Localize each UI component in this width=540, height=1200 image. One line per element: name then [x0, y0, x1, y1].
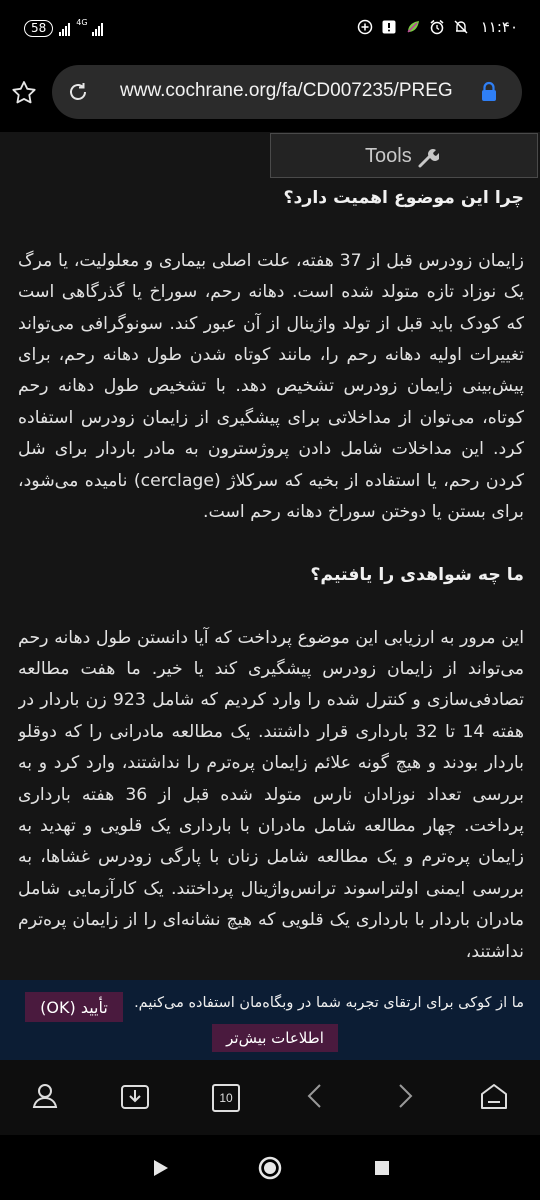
cookie-more-info-button[interactable]: اطلاعات بیش‌تر: [212, 1024, 338, 1052]
network-type: 4G: [76, 18, 88, 27]
alert-icon: [381, 19, 397, 35]
article-content: [18, 183, 524, 980]
app-icon: [405, 19, 421, 35]
signal-icon: [59, 22, 70, 36]
cookie-ok-button[interactable]: تأیید (OK): [25, 992, 123, 1022]
url-field[interactable]: [52, 65, 522, 119]
section-heading-evidence: ما چه شواهدی را یافتیم؟: [310, 564, 524, 585]
paragraph-evidence: این مرور به ارزیابی این موضوع پرداخت که آیا دانستن طول دهانه رحم می‌تواند از زایمان زودرس پیشگیری کند یا خیر. ما هفت مطالعه تصادفی‌سازی و کنترل شده را وارد کردیم که شامل 923 زن باردار در هفته 14 تا 32 بارداری قرار داشتند. یک مطالعه مادرانی را که دوقلو باردار بودند و هیچ گونه علائم زایمان پره‌ترم را نداشتند، وارد کرد و به بررسی تعداد نوزادان نارس متولد شده قبل از 36 هفته بارداری پرداخت. چهار مطالعه شامل مادران با بارداری یک قلویی و تهدید به زایمان پره‌ترم و یک مطالعه شامل زنان با پارگی زودرس غشاها، به بررسی ایمنی اولتراسوند ترانس‌واژینال پرداختند. یک کارآزمایی شامل مادران باردار با بارداری یک قلویی که هیچ نشانه‌ای را از زایمان پره‌ترم نداشتند،: [18, 627, 524, 962]
battery-indicator: 58: [24, 20, 53, 37]
cookie-message: ما از کوکی برای ارتقای تجربه شما در وبگاه‌مان استفاده می‌کنیم.: [134, 995, 524, 1011]
tools-label: Tools: [365, 145, 412, 167]
mute-bell-icon: [453, 19, 469, 35]
section-heading-importance: چرا این موضوع اهمیت دارد؟: [283, 188, 524, 208]
lock-icon[interactable]: [480, 81, 498, 103]
stop-icon[interactable]: [369, 1155, 395, 1181]
reload-icon[interactable]: [66, 80, 90, 104]
clock: ۱۱:۴۰: [480, 18, 518, 36]
alarm-icon: [429, 19, 445, 35]
home-icon[interactable]: [478, 1080, 510, 1112]
tabs-button[interactable]: 10: [212, 1084, 240, 1112]
wrench-icon: [417, 147, 439, 169]
profile-icon[interactable]: [29, 1080, 61, 1112]
back-icon[interactable]: [300, 1080, 332, 1112]
url-text[interactable]: www.cochrane.org/fa/CD007235/PREG: [120, 80, 453, 101]
forward-icon[interactable]: [388, 1080, 420, 1112]
plus-circle-icon: [357, 19, 373, 35]
download-icon[interactable]: [119, 1080, 151, 1112]
cookie-banner: [0, 980, 540, 1060]
status-left: [24, 20, 103, 37]
status-right: [357, 18, 518, 36]
recent-apps-icon[interactable]: [147, 1155, 173, 1181]
address-bar: [0, 62, 540, 132]
signal-icon-2: [92, 22, 103, 36]
tools-button[interactable]: [270, 133, 538, 178]
star-icon[interactable]: [10, 79, 38, 107]
browser-toolbar: [0, 1060, 540, 1135]
system-nav-bar: [0, 1135, 540, 1200]
status-bar: [0, 0, 540, 62]
home-nav-icon[interactable]: [257, 1155, 283, 1181]
paragraph-importance: زایمان زودرس قبل از 37 هفته، علت اصلی بیماری و معلولیت، یا مرگ یک نوزاد تازه متولد شده است. دهانه رحم، سوراخ یا گذرگاهی است که کودک باید قبل از تولد واژینال از آن عبور کند. سونوگرافی می‌تواند تغییرات اولیه دهانه رحم را، مانند کوتاه شدن طول دهانه رحم، برای پیش‌بینی زایمان زودرس تشخیص دهد. با تشخیص طول دهانه رحم کوتاه، می‌توان از مداخلاتی برای پیشگیری از زایمان زودرس استفاده کرد. این مداخلات شامل دادن پروژسترون به مادر باردار برای شل کردن رحم، یا استفاده از بخیه که سرکلاژ (cerclage) نامیده می‌شود، برای بستن یا دوختن سوراخ دهانه رحم است.: [18, 250, 524, 523]
